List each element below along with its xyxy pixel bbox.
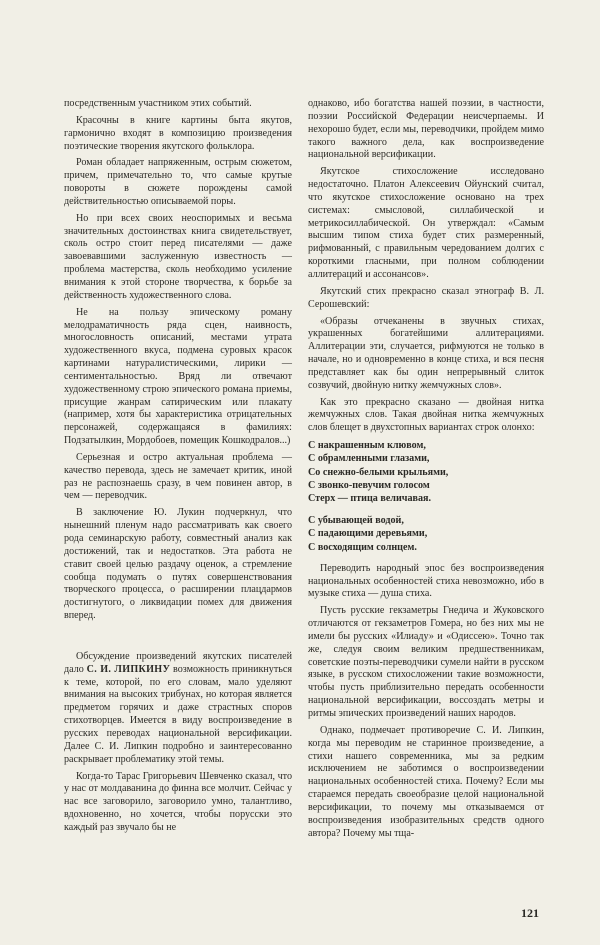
page-number: 121: [521, 906, 539, 920]
paragraph: Как это прекрасно сказано — двойная нитка жемчужных слов. Такая двойная нитка жемчужных слов блещет в двухстопных вариантах строк олонхо:: [308, 396, 544, 434]
paragraph: Пусть русские гекзаметры Гнедича и Жуковского отличаются от гекзаметров Гомера, но без них мы не имели бы русских «Илиаду» и «Одиссею». Точно так же, следуя своим великим предшественникам, советские поэты-переводчики сумели найти в русском языке, в русском стихосложении такие возможности, чтобы пусть приблизительно передать особенности национальной версификации, воссоздать метры и ритмы эпических произведений наших народов.: [308, 605, 544, 719]
poem-line: С обрамленными глазами,: [308, 453, 430, 465]
speaker-name: С. И. ЛИПКИНУ: [86, 663, 171, 675]
poem-stanza: [308, 514, 544, 554]
poem-line: С звонко-певучим голосом: [308, 479, 430, 491]
poem-line: С убывающей водой,: [308, 515, 404, 527]
poem-line: С восходящим солнцем.: [308, 541, 417, 553]
paragraph: посредственным участником этих событий.: [64, 98, 252, 109]
paragraph: Не на пользу эпическому роману мелодраматичность ряда сцен, наивность, многословность описаний, местами утрата художественного вкуса, подмена суровых красок картинами натуралистическими, лирики — сентиментальностью. Вряд ли отвечают художественному строю эпического романа приемы, присущие жанрам сатирическим или плакату (например, хотя бы характеристика отрицательных персонажей, содержащаяся в фамилиях: Подзатылкин, Мордобоев, помещик Кошкодралов...): [64, 306, 292, 447]
paragraph: Красочны в книге картины быта якутов, гармонично входят в композицию произведения поэтические творения якутского фольклора.: [64, 114, 292, 152]
left-column: [64, 98, 292, 839]
paragraph: Серьезная и остро актуальная проблема — качество перевода, здесь не замечает критик, иной раз не распознаешь сразу, в чем повинен автор, в чем — переводчик.: [64, 451, 292, 502]
paragraph: В заключение Ю. Лукин подчеркнул, что нынешний пленум надо рассматривать как своего рода семинарскую работу, совместный анализ как достижений, так и недостатков. Эта работа не ставит своей целью раздачу оценок, а стремление сообща подумать о путях совершенствования творческого процесса, о расширении плацдармов достигнутого, о ликвидации помех для движения вперед.: [64, 507, 292, 622]
poem-line: С накрашенным клювом,: [308, 440, 426, 452]
quotation: «Образы отчеканены в звучных стихах, украшенных богатейшими аллитерациями. Аллитерации эти, случается, рифмуются не только в начале, но и одновременно в конце стиха, и вся песня представляет как бы один непрерывный слиток созвучий, двойную нитку жемчужных слов».: [308, 315, 544, 391]
paragraph: однаково, ибо богатства нашей поэзии, в частности, поэзии Российской Федерации неисчерпаемы. И нехорошо будет, если мы, переводчики, пройдем мимо такого важного дела, как воспроизведение национальной версификации.: [308, 98, 544, 161]
paragraph-text: возможность приникнуться к теме, которой, по его словам, мало уделяют внимания на высоких трибунах, но которая является предметом горячих и даже страстных споров стихотворцев. Имеется в виду воспроизведение в русских переводах национальной версификации. Далее С. И. Липкин подробно и заинтересованно раскрывает проблематику этой темы.: [64, 663, 292, 765]
paragraph: Якутское стихосложение исследовано недостаточно. Платон Алексеевич Ойунский считал, что якутское стихосложение основано на трех системах: смысловой, силлабической и метрикосиллабической. Он утверждал: «Самым высшим типом стиха будет стих размеренный, рифмованный, с правильным чередованием долгих с короткими гласными, при полном соблюдении аллитераций и ассонансов».: [308, 166, 544, 280]
paragraph: Однако, подмечает противоречие С. И. Липкин, когда мы переводим не старинное произведение, а стихи нашего современника, мы за редким исключением не заботимся о воспроизведении национальных особенностей стиха. Почему? Если мы стараемся передать своеобразие целой национальной версификации, то почему мы отказываемся от воспроизведения изобразительных средств одного автора? Почему мы тща-: [308, 724, 544, 839]
poem-line: Стерх — птица величавая.: [308, 492, 432, 504]
paragraph: Роман обладает напряженным, острым сюжетом, причем, примечательно то, что самые крутые повороты в сюжете порождены самой действительностью описываемой поры.: [64, 157, 292, 207]
poem-line: Со снежно-белыми крыльями,: [308, 466, 449, 478]
poem-stanza: [308, 439, 544, 505]
poem-line: С падающими деревьями,: [308, 528, 428, 540]
paragraph: Но при всех своих неоспоримых и весьма значительных достоинствах книга свидетельствует, сколь остро стоит перед писателями — даже завоевавшими заслуженную известность — проблема мастерства, сколь необходимо усиление внимания к этой стороне творчества, к борьбе за действенность художественного слова.: [64, 212, 292, 301]
poem-excerpt: [308, 439, 544, 554]
paragraph: Когда-то Тарас Григорьевич Шевченко сказал, что у нас от молдаванина до финна все молчит. Сейчас у нас все заговорило, заговорило умно, талантливо, вдохновенно, но хочется, чтобы порусски это каждый раз звучало бы не: [64, 770, 292, 833]
paragraph-lipkin-intro: [64, 651, 292, 767]
paragraph: Переводить народный эпос без воспроизведения национальных особенностей стиха невозможно, ибо в музыке стиха — душа стиха.: [308, 562, 544, 600]
right-column: [308, 98, 544, 844]
paragraph: Якутский стих прекрасно сказал этнограф В. Л. Серошевский:: [308, 285, 544, 310]
paragraph-text: Обсуждение произведений якутских писателей дало: [64, 650, 292, 675]
